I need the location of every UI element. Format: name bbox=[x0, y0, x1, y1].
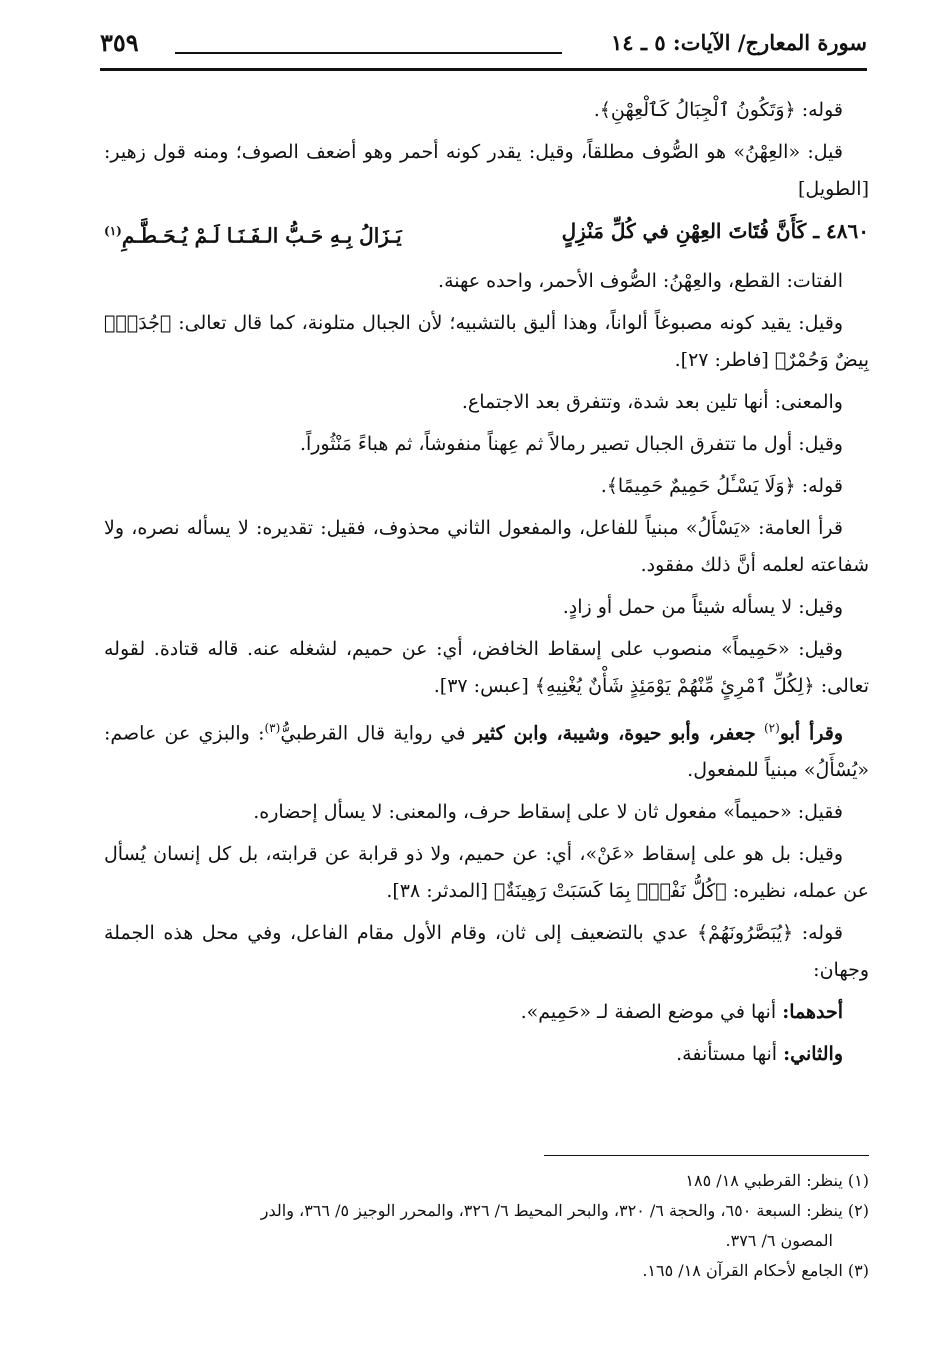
paragraph: وقيل: يقيد كونه مصبوغاً ألواناً، وهذا أليق بالتشبيه؛ لأن الجبال متلونة، كما قال تعالى: ﴿جُدَدٌۢ بِيضٌ وَحُمْرٌ﴾ [فاطر: ٢٧]. bbox=[104, 311, 869, 371]
footnote-continuation: المصون ٦/ ٣٧٦. bbox=[725, 1231, 833, 1250]
poem-verse bbox=[104, 213, 869, 255]
footnote-text: ينظر: السبعة ٦٥٠، والحجة ٦/ ٣٢٠، والبحر المحيط ٦/ ٣٢٦، والمحرر الوجيز ٥/ ٣٦٦، والدر bbox=[260, 1201, 843, 1220]
footnotes bbox=[104, 1166, 869, 1286]
header-title: سورة المعارج/ الآيات: ٥ ـ ١٤ bbox=[611, 30, 867, 55]
footnote-ref: (٢) bbox=[763, 720, 780, 735]
footnote-ref: (٣) bbox=[264, 720, 281, 735]
paragraph: قوله: ﴿وَلَا يَسْـَٔلُ حَمِيمٌ حَمِيمًا﴾. bbox=[600, 474, 843, 497]
header-divider bbox=[100, 68, 867, 71]
footnote-number: (١) bbox=[847, 1171, 869, 1190]
poem-number: ٤٨٦٠ ـ bbox=[813, 219, 869, 243]
footnote-number: (٢) bbox=[847, 1201, 869, 1220]
paragraph: وقيل: «حَمِيماً» منصوب على إسقاط الخافض، أي: عن حميم، لشغله عنه. قاله قتادة. لقوله تعالى: ﴿لِكُلِّ ٱمْرِئٍ مِّنْهُمْ يَوْمَئِذٍ شَأْنٌ يُغْنِيهِ﴾ [عبس: ٣٧]. bbox=[104, 637, 869, 697]
footnote bbox=[104, 1256, 869, 1286]
footnote-divider bbox=[544, 1155, 869, 1156]
paragraph: قرأ العامة: «يَسْأَلُ» مبنياً للفاعل، والمفعول الثاني محذوف، فقيل: تقديره: لا يسأله نصره، ولا شفاعته لعلمه أنَّ ذلك مفقود. bbox=[104, 516, 869, 576]
poem-hemistich-1: كَأَنَّ فُتَاتَ العِهْنِ في كُلِّ مَنْزِلٍ bbox=[561, 219, 807, 243]
paragraph: فقيل: «حميماً» مفعول ثان لا على إسقاط حرف، والمعنى: لا يسأل إحضاره. bbox=[253, 800, 843, 823]
paragraph: قوله: ﴿يُبَصَّرُونَهُمْ﴾ عدي بالتضعيف إلى ثان، وقام الأول مقام الفاعل، وفي محل هذه الجملة وجهان: bbox=[104, 921, 869, 981]
header-rule bbox=[175, 52, 562, 54]
paragraph: الفتات: القطع، والعِهْنُ: الصُّوف الأحمر، واحده عهنة. bbox=[438, 269, 843, 292]
footnote-number: (٣) bbox=[847, 1261, 869, 1280]
paragraph: قيل: «العِهْنُ» هو الصُّوف مطلقاً، وقيل: يقدر كونه أحمر وهو أضعف الصوف؛ ومنه قول زهير: [الطويل] bbox=[104, 141, 869, 200]
footnote bbox=[104, 1196, 869, 1226]
second-aspect bbox=[104, 1036, 869, 1073]
main-text bbox=[104, 92, 869, 1078]
aspect-label: والثاني: bbox=[783, 1042, 843, 1065]
qiraa-lead: وقرأ أبو bbox=[779, 721, 843, 744]
paragraph: وقيل: بل هو على إسقاط «عَنْ»، أي: عن حميم، ولا ذو قرابة عن قرابته، بل كل إنسان يُسأل عن عمله، نظيره: ﴿كُلُّ نَفْسٍۭ بِمَا كَسَبَتْ رَهِينَةٌ﴾ [المدثر: ٣٨]. bbox=[104, 842, 869, 902]
footnote bbox=[104, 1166, 869, 1196]
aspect-label: أحدهما: bbox=[782, 1000, 843, 1023]
aspect-text: أنها مستأنفة. bbox=[676, 1042, 778, 1065]
poem-first-half bbox=[562, 213, 869, 255]
qiraa-colon: : bbox=[258, 721, 265, 744]
qiraa-readers: جعفر، وأبو حيوة، وشيبة، وابن كثير bbox=[473, 721, 756, 744]
page-number: ٣٥٩ bbox=[100, 28, 139, 57]
qiraa-continuation: والبزي عن عاصم: «يُسْأَلُ» مبنياً للمفعول. bbox=[104, 721, 869, 781]
footnote-ref: (١) bbox=[104, 224, 122, 238]
paragraph: قوله: ﴿وَتَكُونُ ٱلْجِبَالُ كَٱلْعِهْنِ﴾. bbox=[593, 99, 843, 121]
aspect-text: أنها في موضع الصفة لـ «حَمِيم». bbox=[520, 1000, 777, 1023]
qiraa-paragraph bbox=[104, 710, 869, 789]
footnote-text: الجامع لأحكام القرآن ١٨/ ١٦٥. bbox=[642, 1261, 843, 1280]
paragraph: وقيل: أول ما تتفرق الجبال تصير رمالاً ثم عِهناً منفوشاً، ثم هباءً مَنْثُوراً. bbox=[299, 432, 843, 455]
running-header bbox=[100, 28, 867, 64]
qiraa-rest: في رواية قال القرطبيُّ bbox=[280, 721, 466, 744]
poem-second-half bbox=[104, 213, 402, 255]
paragraph: والمعنى: أنها تلين بعد شدة، وتتفرق بعد الاجتماع. bbox=[461, 390, 843, 413]
footnote-text: ينظر: القرطبي ١٨/ ١٨٥ bbox=[685, 1171, 843, 1190]
first-aspect bbox=[104, 994, 869, 1031]
paragraph: وقيل: لا يسأله شيئاً من حمل أو زادٍ. bbox=[562, 595, 843, 618]
poem-hemistich-2: يَـزَالُ بِـهِ حَـبُّ الـفَـنَـا لَـمْ يُـحَـطَّـمِ bbox=[121, 223, 402, 248]
